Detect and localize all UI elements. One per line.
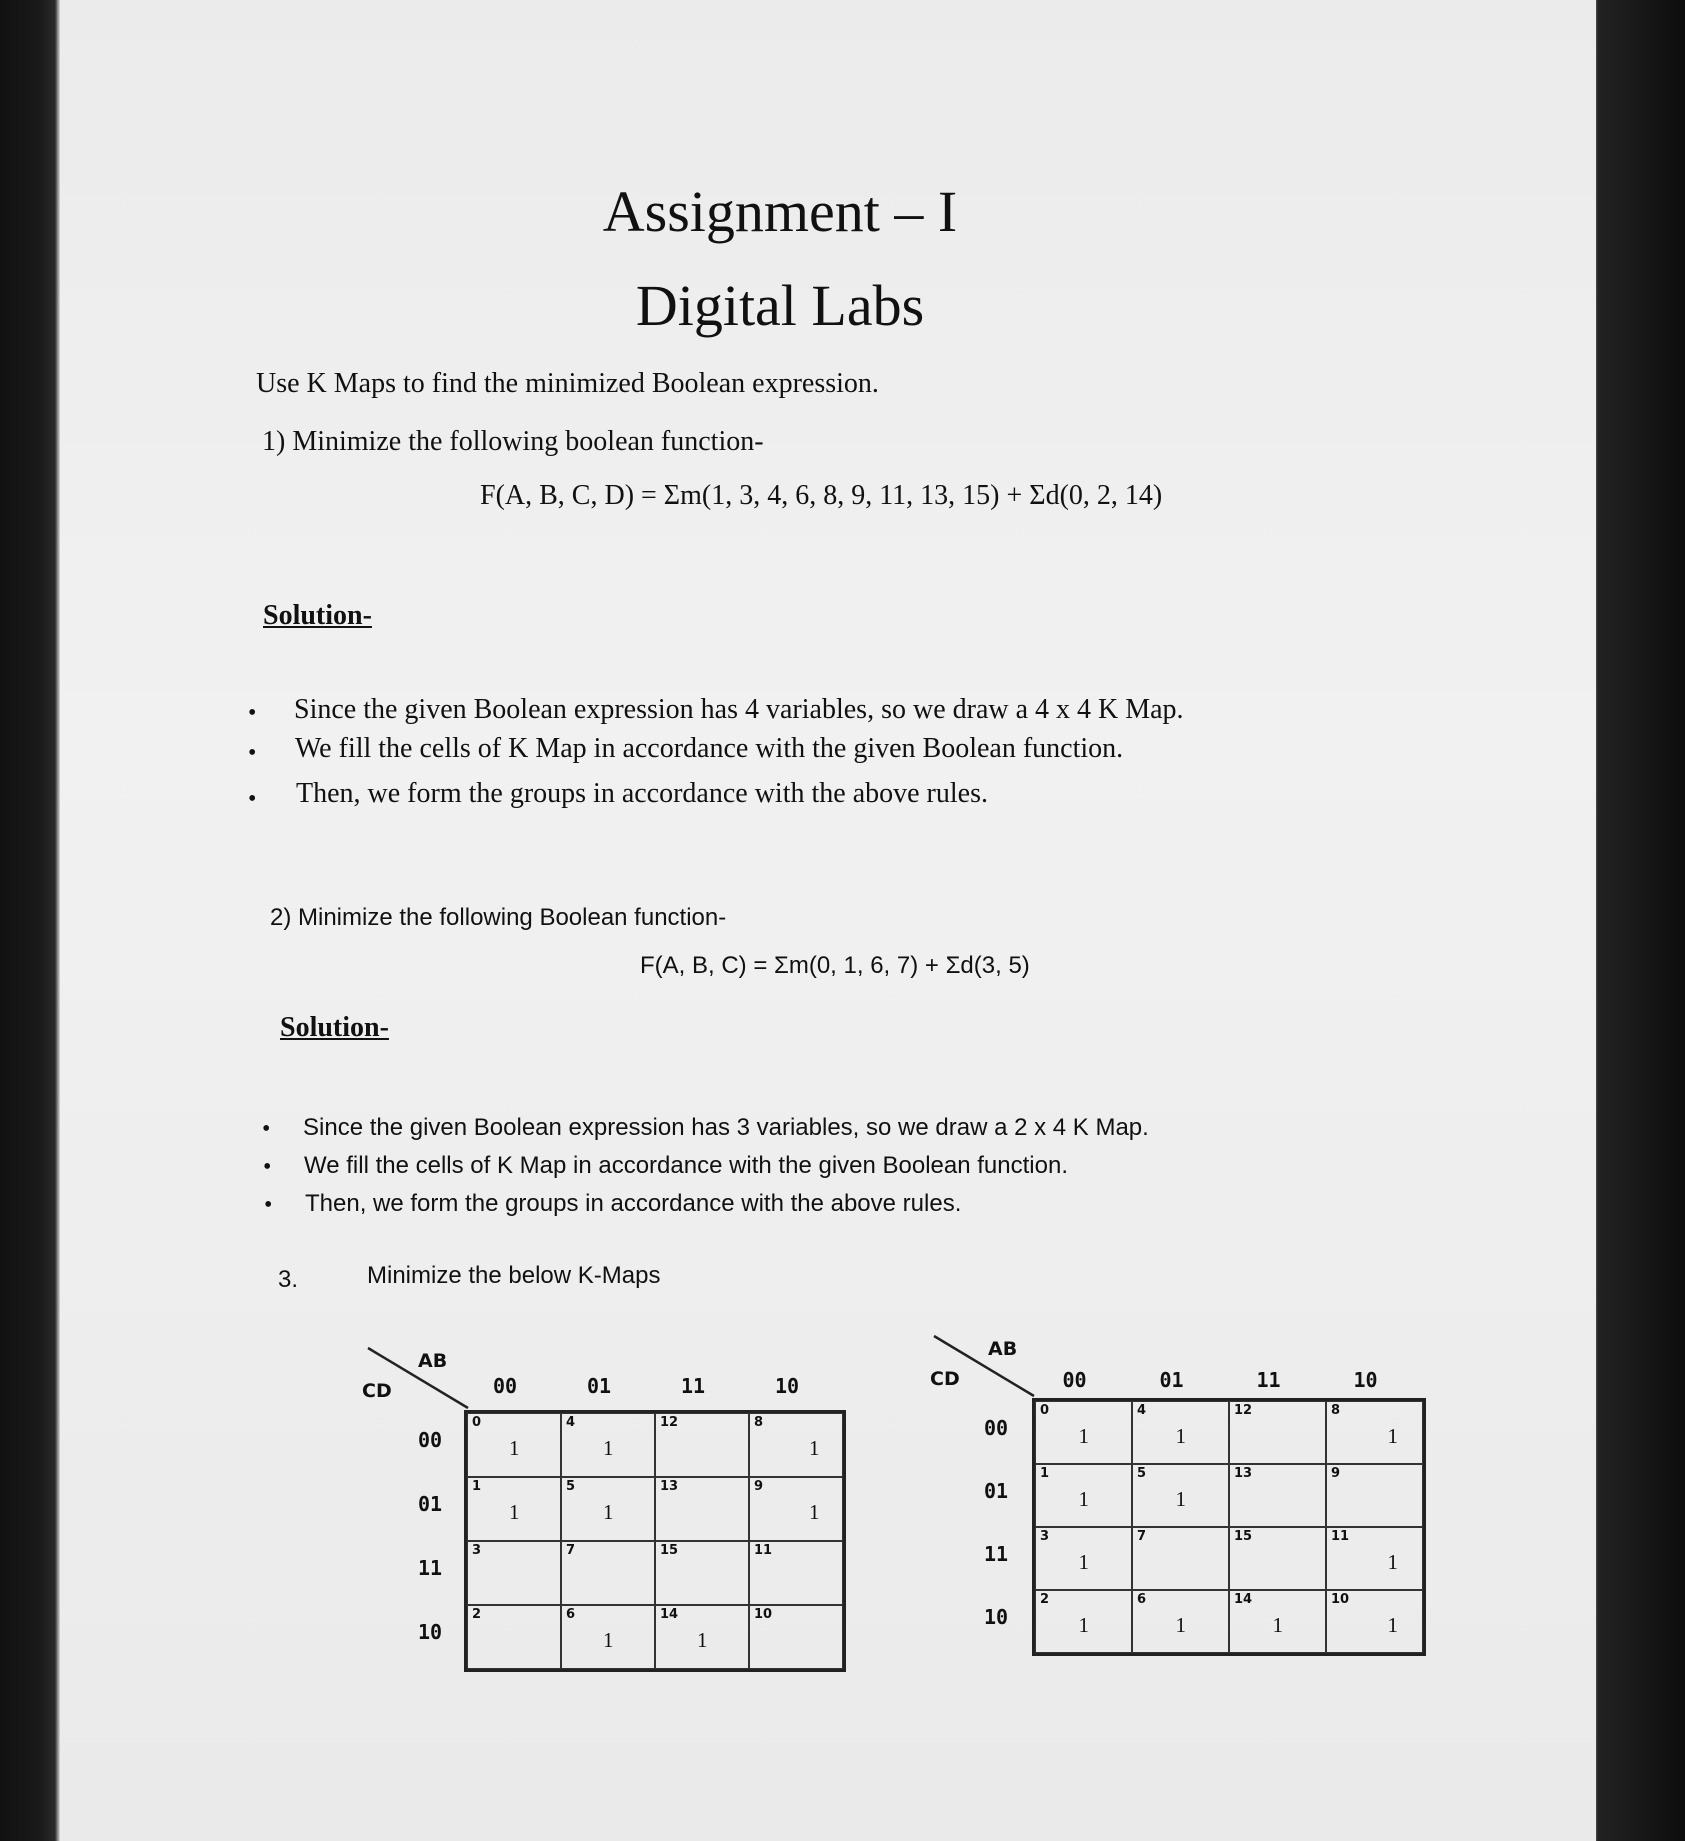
- q2-bullet-1: Since the given Boolean expression has 3 variables, so we draw a 2 x 4 K Map.: [303, 1114, 1149, 1141]
- kmap-cell-index: 9: [1331, 1466, 1341, 1481]
- kmap-cell-value: 1: [1387, 1549, 1398, 1574]
- kmap-row-label: 11: [984, 1541, 1009, 1566]
- kmap-col-variable: AB: [418, 1350, 448, 1372]
- kmap-cell: [467, 1477, 561, 1541]
- q1-solution-heading: Solution-: [263, 600, 372, 631]
- kmap-cell-index: 8: [754, 1415, 764, 1430]
- kmap-cell: [561, 1605, 655, 1669]
- kmap-cell-value: 1: [1078, 1612, 1089, 1637]
- intro-text: Use K Maps to find the minimized Boolean expression.: [256, 368, 879, 399]
- kmap-cell: [1132, 1527, 1229, 1590]
- kmap-col-label: 01: [1159, 1368, 1184, 1392]
- kmap-cell-index: 11: [1331, 1529, 1350, 1544]
- kmap-row-label: 00: [984, 1415, 1009, 1440]
- kmap-cell: [655, 1413, 749, 1477]
- kmap-cell-index: 2: [1040, 1592, 1050, 1607]
- document-title: Assignment – I: [602, 179, 958, 244]
- kmap-cell: [1132, 1464, 1229, 1527]
- kmap-cell: [1132, 1401, 1229, 1464]
- kmap-cell: [749, 1477, 843, 1541]
- kmap-cell: [1035, 1464, 1132, 1527]
- kmap-col-label: 01: [587, 1374, 612, 1398]
- kmap-cell-value: 1: [1078, 1549, 1089, 1574]
- kmap-cell: [1326, 1527, 1423, 1590]
- kmap-cell-value: 1: [809, 1436, 820, 1460]
- kmap-col-label: 00: [1062, 1368, 1087, 1392]
- kmap-cell-index: 14: [660, 1607, 679, 1622]
- kmap-cell-index: 0: [1040, 1403, 1050, 1418]
- kmap-cell-index: 5: [566, 1479, 576, 1494]
- kmap-cell-index: 6: [1137, 1592, 1147, 1607]
- bullet-dot: •: [263, 1154, 272, 1180]
- kmap-cell: [561, 1477, 655, 1541]
- q3-prompt: Minimize the below K-Maps: [367, 1262, 661, 1289]
- kmap-cell: [1132, 1590, 1229, 1653]
- kmap-cell: [1229, 1590, 1326, 1653]
- q2-bullet-3: Then, we form the groups in accordance with the above rules.: [305, 1190, 962, 1217]
- kmap-cell-value: 1: [1175, 1423, 1186, 1448]
- q1-bullet-2: We fill the cells of K Map in accordance with the given Boolean function.: [295, 733, 1124, 764]
- document-subtitle: Digital Labs: [635, 273, 925, 338]
- kmap-cell-value: 1: [1175, 1486, 1186, 1511]
- kmap-cell-value: 1: [1175, 1612, 1186, 1637]
- kmap-col-variable: AB: [988, 1338, 1018, 1360]
- kmap-cell-index: 4: [1137, 1403, 1147, 1418]
- kmap-cell-value: 1: [603, 1628, 614, 1652]
- kmap-row-label: 00: [418, 1428, 443, 1452]
- kmap-cell-value: 1: [1387, 1612, 1398, 1637]
- kmap-row-label: 11: [418, 1556, 443, 1580]
- kmap-cell-value: 1: [509, 1436, 520, 1460]
- kmap-cell: [467, 1605, 561, 1669]
- kmap-row-label: 01: [984, 1478, 1009, 1503]
- kmap-cell: [561, 1413, 655, 1477]
- kmap-cell: [1326, 1401, 1423, 1464]
- kmap-row-variable: CD: [362, 1380, 392, 1402]
- kmap-cell: [1229, 1464, 1326, 1527]
- kmap-cell: [1229, 1401, 1326, 1464]
- kmap-cell-index: 5: [1137, 1466, 1147, 1481]
- kmap-cell-value: 1: [603, 1436, 614, 1460]
- kmap-row-variable: CD: [930, 1368, 960, 1390]
- kmap-cell: [749, 1605, 843, 1669]
- kmap-2: [928, 1334, 1428, 1664]
- kmap-cell-index: 11: [754, 1543, 773, 1558]
- kmap-cell: [749, 1541, 843, 1605]
- kmap-row-label: 01: [418, 1492, 443, 1516]
- kmap-col-label: 10: [775, 1374, 800, 1398]
- kmap-cell-value: 1: [697, 1628, 708, 1652]
- q1-bullet-1: Since the given Boolean expression has 4 variables, so we draw a 4 x 4 K Map.: [294, 694, 1184, 725]
- kmap-cell-index: 14: [1234, 1592, 1253, 1607]
- kmap-cell: [655, 1477, 749, 1541]
- kmap-cell: [1035, 1401, 1132, 1464]
- kmap-cell: [467, 1541, 561, 1605]
- kmap-grid: [1032, 1398, 1426, 1656]
- kmap-cell-index: 3: [472, 1543, 482, 1558]
- q2-bullet-2: We fill the cells of K Map in accordance with the given Boolean function.: [304, 1152, 1068, 1179]
- q1-prompt: 1) Minimize the following boolean function-: [262, 426, 764, 457]
- kmap-cell: [561, 1541, 655, 1605]
- kmap-1: [360, 1340, 840, 1680]
- kmap-cell-index: 6: [566, 1607, 576, 1622]
- kmap-cell: [1035, 1527, 1132, 1590]
- kmap-cell-value: 1: [1078, 1486, 1089, 1511]
- kmap-cell-index: 4: [566, 1415, 576, 1430]
- bullet-dot: •: [264, 1192, 273, 1218]
- kmap-cell-value: 1: [1387, 1423, 1398, 1448]
- kmap-grid: [464, 1410, 846, 1672]
- bullet-dot: •: [262, 1116, 271, 1142]
- kmap-cell-index: 12: [1234, 1403, 1253, 1418]
- kmap-cell-index: 9: [754, 1479, 764, 1494]
- kmap-cell: [1035, 1590, 1132, 1653]
- kmap-cell: [1326, 1590, 1423, 1653]
- kmap-cell-index: 15: [660, 1543, 679, 1558]
- bullet-dot: •: [248, 786, 257, 812]
- kmap-cell-value: 1: [509, 1500, 520, 1524]
- kmap-cell-index: 3: [1040, 1529, 1050, 1544]
- kmap-cell: [655, 1541, 749, 1605]
- kmap-cell: [467, 1413, 561, 1477]
- kmap-cell-index: 8: [1331, 1403, 1341, 1418]
- kmap-cell-index: 1: [472, 1479, 482, 1494]
- q2-expression: F(A, B, C) = Σm(0, 1, 6, 7) + Σd(3, 5): [640, 952, 1030, 979]
- kmap-cell-index: 7: [566, 1543, 576, 1558]
- kmap-cell-value: 1: [1272, 1612, 1283, 1637]
- kmap-col-label: 11: [681, 1374, 706, 1398]
- kmap-cell-index: 15: [1234, 1529, 1253, 1544]
- kmap-cell-index: 1: [1040, 1466, 1050, 1481]
- q1-bullet-3: Then, we form the groups in accordance with the above rules.: [296, 778, 988, 809]
- kmap-col-label: 11: [1256, 1368, 1281, 1392]
- kmap-cell-value: 1: [603, 1500, 614, 1524]
- kmap-cell-value: 1: [809, 1500, 820, 1524]
- kmap-cell-index: 10: [1331, 1592, 1350, 1607]
- bullet-dot: •: [248, 740, 257, 766]
- kmap-row-label: 10: [418, 1620, 443, 1644]
- kmap-cell: [749, 1413, 843, 1477]
- q3-number: 3.: [278, 1266, 299, 1293]
- kmap-cell-index: 10: [754, 1607, 773, 1622]
- kmap-col-label: 10: [1353, 1368, 1378, 1392]
- kmap-col-label: 00: [493, 1374, 518, 1398]
- q1-expression: F(A, B, C, D) = Σm(1, 3, 4, 6, 8, 9, 11, 13, 15) + Σd(0, 2, 14): [480, 480, 1163, 511]
- q2-prompt: 2) Minimize the following Boolean function-: [270, 904, 727, 931]
- kmap-cell-index: 0: [472, 1415, 482, 1430]
- kmap-cell-index: 2: [472, 1607, 482, 1622]
- kmap-cell-index: 12: [660, 1415, 679, 1430]
- kmap-cell: [655, 1605, 749, 1669]
- q2-solution-heading: Solution-: [280, 1012, 389, 1043]
- bullet-dot: •: [248, 700, 257, 726]
- kmap-cell-index: 13: [1234, 1466, 1253, 1481]
- kmap-row-label: 10: [984, 1604, 1009, 1629]
- kmap-cell: [1229, 1527, 1326, 1590]
- kmap-cell: [1326, 1464, 1423, 1527]
- kmap-cell-index: 7: [1137, 1529, 1147, 1544]
- kmap-cell-value: 1: [1078, 1423, 1089, 1448]
- kmap-cell-index: 13: [660, 1479, 679, 1494]
